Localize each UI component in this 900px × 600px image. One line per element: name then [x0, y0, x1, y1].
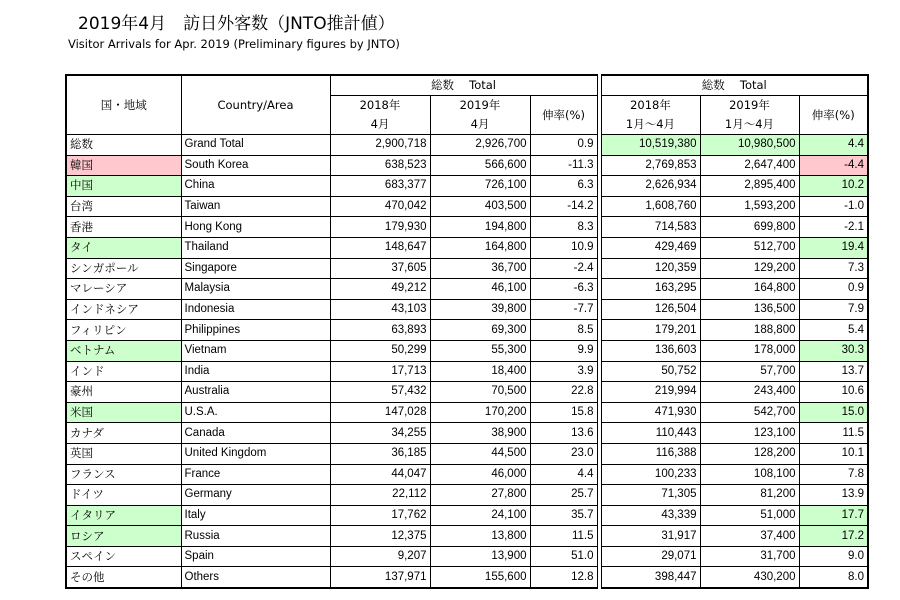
growth-rate-apr: -11.3: [530, 155, 597, 176]
growth-rate-jan-apr: 4.4: [799, 135, 868, 156]
country-name-jp: 台湾: [66, 196, 181, 217]
table-row: [66, 464, 868, 485]
arrivals-2019-apr: 155,600: [430, 567, 530, 588]
arrivals-2018-apr: 36,185: [330, 443, 430, 464]
table-row: [66, 258, 868, 279]
table-row: [66, 526, 868, 547]
arrivals-2018-apr: 137,971: [330, 567, 430, 588]
arrivals-2019-jan-apr: 164,800: [700, 279, 799, 300]
arrivals-2019-jan-apr: 81,200: [700, 485, 799, 506]
col-header-2018-month: 2018年: [330, 96, 430, 116]
growth-rate-apr: 11.5: [530, 526, 597, 547]
arrivals-2019-jan-apr: 129,200: [700, 258, 799, 279]
country-name-en: United Kingdom: [181, 443, 330, 464]
country-name-en: Australia: [181, 382, 330, 403]
table-row: [66, 237, 868, 258]
arrivals-2019-apr: 36,700: [430, 258, 530, 279]
country-name-jp: 英国: [66, 443, 181, 464]
growth-rate-jan-apr: 10.6: [799, 382, 868, 403]
table-row: [66, 443, 868, 464]
arrivals-2019-jan-apr: 31,700: [700, 546, 799, 567]
growth-rate-jan-apr: 7.8: [799, 464, 868, 485]
arrivals-2018-jan-apr: 10,519,380: [601, 135, 700, 156]
country-name-jp: シンガポール: [66, 258, 181, 279]
col-header-2018-cumulative: 2018年: [601, 96, 700, 116]
country-name-jp: 豪州: [66, 382, 181, 403]
country-name-en: Vietnam: [181, 340, 330, 361]
arrivals-2019-apr: 170,200: [430, 402, 530, 423]
country-name-en: Others: [181, 567, 330, 588]
growth-rate-apr: 25.7: [530, 485, 597, 506]
col-header-growth: 伸率(%): [530, 96, 597, 135]
col-header-2018-month-sub: 4月: [330, 115, 430, 135]
country-name-en: Russia: [181, 526, 330, 547]
arrivals-2018-apr: 638,523: [330, 155, 430, 176]
arrivals-2018-jan-apr: 100,233: [601, 464, 700, 485]
page-subtitle: Visitor Arrivals for Apr. 2019 (Preliminary figures by JNTO): [68, 37, 400, 51]
country-name-jp: 韓国: [66, 155, 181, 176]
arrivals-2018-apr: 683,377: [330, 176, 430, 197]
growth-rate-apr: 51.0: [530, 546, 597, 567]
arrivals-2019-jan-apr: 188,800: [700, 320, 799, 341]
country-name-en: Italy: [181, 505, 330, 526]
arrivals-2018-apr: 63,893: [330, 320, 430, 341]
country-name-jp: フィリピン: [66, 320, 181, 341]
col-header-cumulative-total: 総数 Total: [601, 75, 868, 96]
arrivals-2018-jan-apr: 2,769,853: [601, 155, 700, 176]
table-row: [66, 340, 868, 361]
arrivals-2019-jan-apr: 57,700: [700, 361, 799, 382]
table-row: [66, 155, 868, 176]
growth-rate-apr: 8.3: [530, 217, 597, 238]
country-name-en: Philippines: [181, 320, 330, 341]
country-name-en: Germany: [181, 485, 330, 506]
arrivals-2019-apr: 2,926,700: [430, 135, 530, 156]
country-name-en: Singapore: [181, 258, 330, 279]
table-body: [66, 135, 868, 589]
arrivals-2019-jan-apr: 699,800: [700, 217, 799, 238]
growth-rate-apr: 22.8: [530, 382, 597, 403]
arrivals-2018-jan-apr: 50,752: [601, 361, 700, 382]
table-row: [66, 402, 868, 423]
arrivals-2019-jan-apr: 2,647,400: [700, 155, 799, 176]
arrivals-2019-apr: 13,800: [430, 526, 530, 547]
arrivals-2019-apr: 46,000: [430, 464, 530, 485]
table-row: [66, 382, 868, 403]
table-row: [66, 299, 868, 320]
arrivals-2019-jan-apr: 243,400: [700, 382, 799, 403]
arrivals-2019-jan-apr: 2,895,400: [700, 176, 799, 197]
arrivals-2018-jan-apr: 126,504: [601, 299, 700, 320]
col-header-cumulative-growth: 伸率(%): [799, 96, 868, 135]
country-name-jp: スペイン: [66, 546, 181, 567]
table-row: [66, 135, 868, 156]
col-header-region-en: Country/Area: [181, 75, 330, 135]
country-name-en: Spain: [181, 546, 330, 567]
country-name-en: France: [181, 464, 330, 485]
arrivals-2018-apr: 179,930: [330, 217, 430, 238]
col-header-monthly-total: 総数 Total: [330, 75, 597, 96]
growth-rate-jan-apr: 10.1: [799, 443, 868, 464]
table-row: [66, 361, 868, 382]
table-row: [66, 423, 868, 444]
table-row: [66, 567, 868, 588]
country-name-jp: カナダ: [66, 423, 181, 444]
arrivals-2018-apr: 2,900,718: [330, 135, 430, 156]
growth-rate-jan-apr: 7.3: [799, 258, 868, 279]
country-name-en: Thailand: [181, 237, 330, 258]
arrivals-2019-apr: 55,300: [430, 340, 530, 361]
arrivals-2019-jan-apr: 430,200: [700, 567, 799, 588]
growth-rate-jan-apr: 10.2: [799, 176, 868, 197]
growth-rate-jan-apr: 5.4: [799, 320, 868, 341]
arrivals-2019-jan-apr: 108,100: [700, 464, 799, 485]
country-name-jp: インドネシア: [66, 299, 181, 320]
country-name-jp: 中国: [66, 176, 181, 197]
arrivals-2018-jan-apr: 116,388: [601, 443, 700, 464]
growth-rate-apr: -14.2: [530, 196, 597, 217]
growth-rate-apr: 4.4: [530, 464, 597, 485]
growth-rate-apr: -2.4: [530, 258, 597, 279]
country-name-jp: 香港: [66, 217, 181, 238]
arrivals-2018-jan-apr: 179,201: [601, 320, 700, 341]
country-name-jp: 米国: [66, 402, 181, 423]
arrivals-2018-jan-apr: 1,608,760: [601, 196, 700, 217]
arrivals-2019-apr: 39,800: [430, 299, 530, 320]
arrivals-2019-apr: 13,900: [430, 546, 530, 567]
growth-rate-apr: 13.6: [530, 423, 597, 444]
growth-rate-jan-apr: -1.0: [799, 196, 868, 217]
arrivals-2018-apr: 34,255: [330, 423, 430, 444]
arrivals-2018-apr: 470,042: [330, 196, 430, 217]
country-name-jp: フランス: [66, 464, 181, 485]
country-name-en: Canada: [181, 423, 330, 444]
header-row-group: [66, 75, 868, 96]
arrivals-2018-jan-apr: 43,339: [601, 505, 700, 526]
table-row: [66, 485, 868, 506]
growth-rate-jan-apr: 13.7: [799, 361, 868, 382]
arrivals-2019-apr: 194,800: [430, 217, 530, 238]
country-name-en: U.S.A.: [181, 402, 330, 423]
arrivals-2018-apr: 22,112: [330, 485, 430, 506]
arrivals-2019-jan-apr: 10,980,500: [700, 135, 799, 156]
col-header-2019-cumulative-sub: 1月～4月: [700, 115, 799, 135]
growth-rate-apr: 6.3: [530, 176, 597, 197]
growth-rate-apr: 8.5: [530, 320, 597, 341]
arrivals-2019-apr: 24,100: [430, 505, 530, 526]
table-row: [66, 546, 868, 567]
arrivals-2018-jan-apr: 471,930: [601, 402, 700, 423]
growth-rate-apr: 9.9: [530, 340, 597, 361]
country-name-en: Indonesia: [181, 299, 330, 320]
country-name-jp: インド: [66, 361, 181, 382]
arrivals-2019-apr: 27,800: [430, 485, 530, 506]
col-header-2018-cumulative-sub: 1月～4月: [601, 115, 700, 135]
col-header-2019-month-sub: 4月: [430, 115, 530, 135]
arrivals-2018-apr: 49,212: [330, 279, 430, 300]
growth-rate-jan-apr: 7.9: [799, 299, 868, 320]
country-name-en: Malaysia: [181, 279, 330, 300]
arrivals-2019-apr: 18,400: [430, 361, 530, 382]
arrivals-2018-jan-apr: 29,071: [601, 546, 700, 567]
arrivals-2019-jan-apr: 178,000: [700, 340, 799, 361]
country-name-jp: ロシア: [66, 526, 181, 547]
arrivals-2018-jan-apr: 31,917: [601, 526, 700, 547]
country-name-jp: ベトナム: [66, 340, 181, 361]
arrivals-2018-apr: 57,432: [330, 382, 430, 403]
growth-rate-apr: 12.8: [530, 567, 597, 588]
growth-rate-apr: 23.0: [530, 443, 597, 464]
arrivals-2018-jan-apr: 398,447: [601, 567, 700, 588]
arrivals-2019-apr: 44,500: [430, 443, 530, 464]
growth-rate-apr: 10.9: [530, 237, 597, 258]
arrivals-2019-jan-apr: 123,100: [700, 423, 799, 444]
page-title: 2019年4月 訪日外客数（JNTO推計値）: [78, 14, 395, 34]
growth-rate-apr: 35.7: [530, 505, 597, 526]
arrivals-2018-jan-apr: 110,443: [601, 423, 700, 444]
arrivals-2018-jan-apr: 429,469: [601, 237, 700, 258]
arrivals-2019-jan-apr: 542,700: [700, 402, 799, 423]
growth-rate-apr: -7.7: [530, 299, 597, 320]
table-row: [66, 217, 868, 238]
growth-rate-apr: 0.9: [530, 135, 597, 156]
arrivals-2018-jan-apr: 2,626,934: [601, 176, 700, 197]
arrivals-2019-apr: 164,800: [430, 237, 530, 258]
growth-rate-jan-apr: 19.4: [799, 237, 868, 258]
country-name-jp: 総数: [66, 135, 181, 156]
arrivals-2018-apr: 148,647: [330, 237, 430, 258]
arrivals-2018-jan-apr: 714,583: [601, 217, 700, 238]
country-name-jp: タイ: [66, 237, 181, 258]
arrivals-2019-jan-apr: 51,000: [700, 505, 799, 526]
growth-rate-apr: 15.8: [530, 402, 597, 423]
arrivals-2018-jan-apr: 136,603: [601, 340, 700, 361]
arrivals-2019-jan-apr: 136,500: [700, 299, 799, 320]
growth-rate-apr: 3.9: [530, 361, 597, 382]
growth-rate-jan-apr: 17.7: [799, 505, 868, 526]
table-row: [66, 176, 868, 197]
arrivals-2018-jan-apr: 163,295: [601, 279, 700, 300]
arrivals-2018-apr: 44,047: [330, 464, 430, 485]
arrivals-2019-jan-apr: 1,593,200: [700, 196, 799, 217]
col-header-region-jp: 国・地域: [66, 75, 181, 135]
growth-rate-jan-apr: 9.0: [799, 546, 868, 567]
growth-rate-jan-apr: 30.3: [799, 340, 868, 361]
table-row: [66, 196, 868, 217]
country-name-en: China: [181, 176, 330, 197]
arrivals-2019-apr: 69,300: [430, 320, 530, 341]
arrivals-2019-jan-apr: 128,200: [700, 443, 799, 464]
arrivals-2019-jan-apr: 37,400: [700, 526, 799, 547]
arrivals-2018-apr: 17,762: [330, 505, 430, 526]
arrivals-2018-apr: 147,028: [330, 402, 430, 423]
arrivals-2019-apr: 726,100: [430, 176, 530, 197]
growth-rate-jan-apr: 11.5: [799, 423, 868, 444]
arrivals-2018-jan-apr: 219,994: [601, 382, 700, 403]
arrivals-2018-apr: 50,299: [330, 340, 430, 361]
arrivals-2019-jan-apr: 512,700: [700, 237, 799, 258]
country-name-en: South Korea: [181, 155, 330, 176]
country-name-jp: マレーシア: [66, 279, 181, 300]
growth-rate-apr: -6.3: [530, 279, 597, 300]
country-name-jp: ドイツ: [66, 485, 181, 506]
growth-rate-jan-apr: 13.9: [799, 485, 868, 506]
table-row: [66, 320, 868, 341]
table-row: [66, 279, 868, 300]
country-name-en: Taiwan: [181, 196, 330, 217]
arrivals-2018-apr: 37,605: [330, 258, 430, 279]
table-row: [66, 505, 868, 526]
arrivals-2018-apr: 17,713: [330, 361, 430, 382]
country-name-jp: イタリア: [66, 505, 181, 526]
col-header-2019-month: 2019年: [430, 96, 530, 116]
growth-rate-jan-apr: 8.0: [799, 567, 868, 588]
country-name-en: Hong Kong: [181, 217, 330, 238]
country-name-en: Grand Total: [181, 135, 330, 156]
arrivals-2019-apr: 46,100: [430, 279, 530, 300]
arrivals-2018-apr: 43,103: [330, 299, 430, 320]
arrivals-2019-apr: 38,900: [430, 423, 530, 444]
growth-rate-jan-apr: -2.1: [799, 217, 868, 238]
arrivals-2018-apr: 12,375: [330, 526, 430, 547]
arrivals-2019-apr: 70,500: [430, 382, 530, 403]
arrivals-2018-jan-apr: 71,305: [601, 485, 700, 506]
arrivals-2019-apr: 566,600: [430, 155, 530, 176]
country-name-jp: その他: [66, 567, 181, 588]
col-header-2019-cumulative: 2019年: [700, 96, 799, 116]
growth-rate-jan-apr: 15.0: [799, 402, 868, 423]
arrivals-2018-apr: 9,207: [330, 546, 430, 567]
growth-rate-jan-apr: 0.9: [799, 279, 868, 300]
growth-rate-jan-apr: 17.2: [799, 526, 868, 547]
visitor-arrivals-table: [65, 74, 869, 589]
country-name-en: India: [181, 361, 330, 382]
growth-rate-jan-apr: -4.4: [799, 155, 868, 176]
arrivals-2019-apr: 403,500: [430, 196, 530, 217]
arrivals-2018-jan-apr: 120,359: [601, 258, 700, 279]
